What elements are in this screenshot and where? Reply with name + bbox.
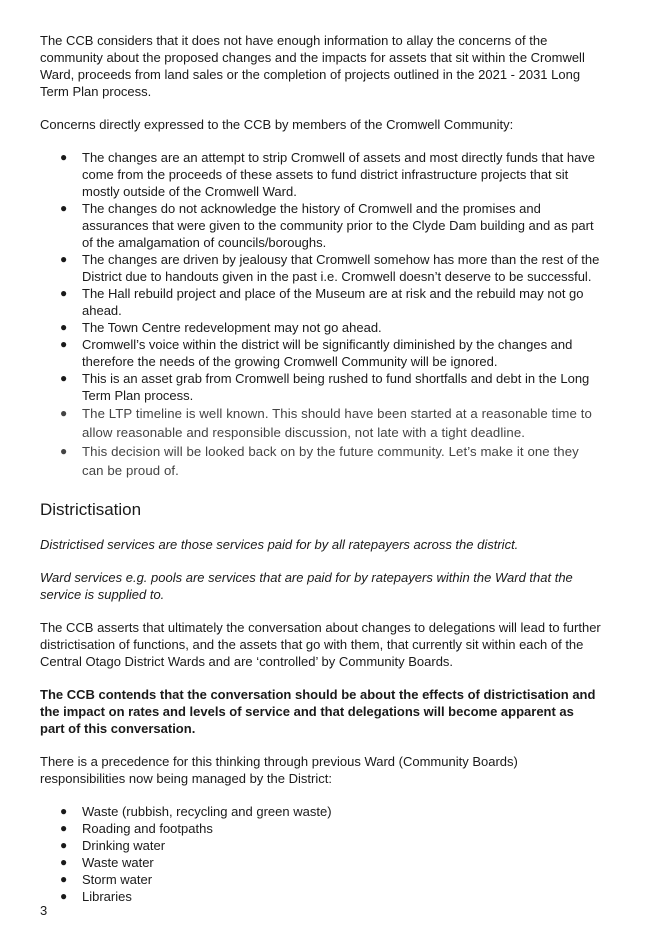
contention-paragraph: The CCB contends that the conversation should be about the effects of districtisation and the impact on rates and levels of service and that delegations will become apparent as part of this conversation. [40, 687, 596, 736]
bullet-icon: ● [60, 821, 68, 835]
page-number: 3 [40, 903, 48, 918]
assertion-paragraph: The CCB asserts that ultimately the conversation about changes to delegations will lead to further districtisation of functions, and the assets that go with them, that currently sit within each of the Central Otago District Wards and are ‘controlled’ by Community Boards. [40, 620, 601, 669]
bullet-icon: ● [60, 286, 68, 300]
list-item: ● Roading and footpaths [60, 821, 213, 836]
bullet-icon: ● [60, 337, 68, 351]
list-item: ● This is an asset grab from Cromwell being rushed to fund shortfalls and debt in the Long Term Plan process. [60, 371, 590, 403]
intro-paragraph: The CCB considers that it does not have enough information to allay the concerns of the community about the proposed changes and the impacts for assets that sit within the Cromwell Ward, proceeds from land sales or the completion of projects outlined in the 2021 - 2031 Long Term Plan process. [40, 33, 585, 99]
bullet-icon: ● [60, 406, 68, 420]
bullet-icon: ● [60, 889, 68, 903]
bullet-icon: ● [60, 804, 68, 818]
bullet-icon: ● [60, 838, 68, 852]
bullet-icon: ● [60, 872, 68, 886]
concerns-intro: Concerns directly expressed to the CCB by members of the Cromwell Community: [40, 117, 514, 132]
bullet-icon: ● [60, 150, 68, 164]
bullet-icon: ● [60, 252, 68, 266]
concerns-list [40, 149, 602, 480]
list-item: ● Libraries [60, 889, 132, 904]
services-list [40, 803, 602, 905]
definition-ward: Ward services e.g. pools are services that are paid for by ratepayers within the Ward that the service is supplied to. [40, 570, 573, 602]
list-item: ● Waste (rubbish, recycling and green waste) [60, 804, 332, 819]
bullet-icon: ● [60, 320, 68, 334]
bullet-icon: ● [60, 444, 68, 458]
list-item: ● The changes do not acknowledge the history of Cromwell and the promises and assurances that were given to the community prior to the Clyde Dam building and as part of the amalgamation of councils/boroughs. [60, 201, 594, 250]
document-page [40, 32, 602, 905]
list-item: ● Cromwell’s voice within the district will be significantly diminished by the changes and therefore the needs of the growing Cromwell Community will be ignored. [60, 337, 573, 369]
list-item: ● The Hall rebuild project and place of the Museum are at risk and the rebuild may not go ahead. [60, 286, 584, 318]
list-item: ● The Town Centre redevelopment may not go ahead. [60, 320, 382, 335]
definition-districtised: Districtised services are those services paid for by all ratepayers across the district. [40, 537, 519, 552]
list-item: ● The changes are an attempt to strip Cromwell of assets and most directly funds that have come from the proceeds of these assets to fund district infrastructure projects that sit mostly outside of the Cromwell Ward. [60, 150, 596, 199]
section-heading: Districtisation [40, 500, 142, 519]
bullet-icon: ● [60, 855, 68, 869]
list-item: ● The LTP timeline is well known. This should have been started at a reasonable time to allow reasonable and responsible discussion, not late with a tight deadline. [60, 406, 592, 440]
list-item: ● The changes are driven by jealousy that Cromwell somehow has more than the rest of the District due to handouts given in the past i.e. Cromwell doesn’t deserve to be successful. [60, 252, 600, 284]
bullet-icon: ● [60, 201, 68, 215]
precedence-paragraph: There is a precedence for this thinking through previous Ward (Community Boards) responsibilities now being managed by the District: [40, 754, 518, 786]
bullet-icon: ● [60, 371, 68, 385]
list-item: ● Waste water [60, 855, 154, 870]
list-item: ● Storm water [60, 872, 153, 887]
list-item: ● This decision will be looked back on by the future community. Let’s make it one they can be proud of. [60, 444, 579, 478]
list-item: ● Drinking water [60, 838, 166, 853]
